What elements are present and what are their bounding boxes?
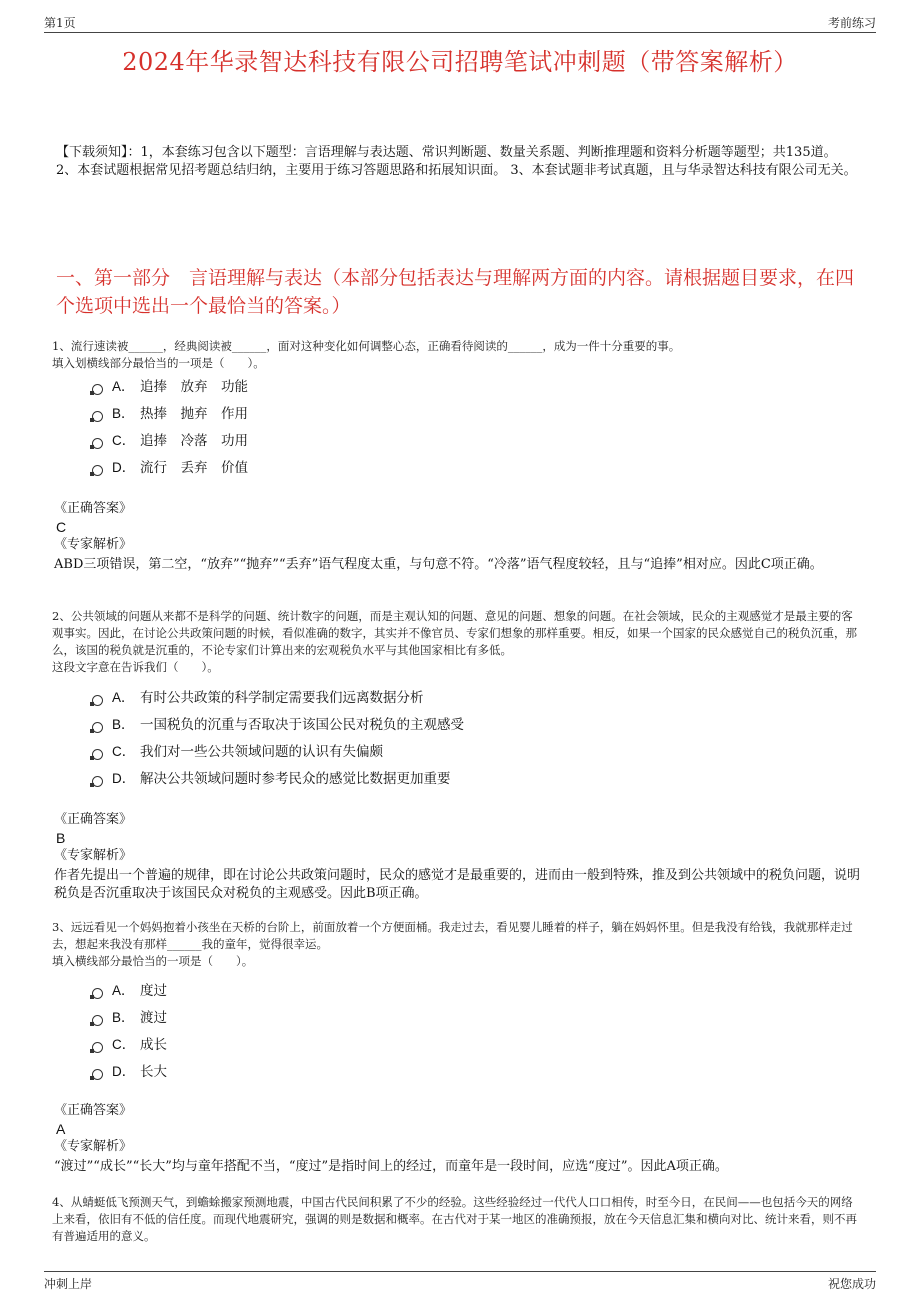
radio-icon[interactable]	[92, 1042, 103, 1053]
download-notice: 【下载须知】：1，本套练习包含以下题型：言语理解与表达题、常识判断题、数量关系题、判断推理题和资料分析题等题型；共135道。 2、本套试题根据常见招考题总结归纳，主要用于练习答题思路和拓展知识面。 3、本套试题非考试真题，且与华录智达科技有限公司无关。	[56, 145, 857, 178]
question-text: 4、从蜻蜓低飞预测天气，到蟾蜍搬家预测地震，中国古代民间积累了不少的经验。这些经验经过一代代人口口相传，时至今日，在民间——也包括今天的网络上来看，依旧有不低的信任度。而现代地震研究，强调的则是数据和概率。在古代对于某一地区的准确预报，放在今天信息汇集和横向对比、统计来看，则不再有普遍适用的意义。	[52, 1195, 857, 1243]
footer-left: 冲刺上岸	[44, 1277, 93, 1291]
radio-icon[interactable]	[92, 384, 103, 395]
document-title: 2024年华录智达科技有限公司招聘笔试冲刺题（带答案解析）	[122, 48, 798, 76]
answer-label: 《正确答案》	[54, 1103, 133, 1118]
answer-value: A	[56, 1121, 66, 1137]
option-a[interactable]: A． 有时公共政策的科学制定需要我们远离数据分析	[92, 684, 464, 711]
analysis-label: 《专家解析》	[54, 1139, 133, 1154]
analysis-label: 《专家解析》	[54, 537, 133, 552]
radio-icon[interactable]	[92, 1069, 103, 1080]
radio-icon[interactable]	[92, 722, 103, 733]
question-text: 3、远远看见一个妈妈抱着小孩坐在天桥的台阶上，前面放着一个方便面桶。我走过去，看见婴儿睡着的样子，躺在妈妈怀里。但是我没有给钱，我就那样走过去，想起来我没有那样______我的童年，觉得很幸运。	[52, 920, 853, 951]
question-stem	[52, 1194, 858, 1245]
answer-value: B	[56, 830, 66, 846]
radio-icon[interactable]	[92, 988, 103, 999]
radio-icon[interactable]	[92, 411, 103, 422]
question-text: 1、流行速读被______，经典阅读被______，面对这种变化如何调整心态，正确看待阅读的______，成为一件十分重要的事。	[52, 339, 681, 353]
page-footer	[44, 1271, 876, 1294]
analysis-text: “渡过”“成长”“长大”均与童年搭配不当，“度过”是指时间上的经过，而童年是一段时间，应选“度过”。因此A项正确。	[54, 1159, 728, 1174]
analysis-label: 《专家解析》	[54, 848, 133, 863]
page-number: 第1页	[44, 16, 76, 30]
answer-label: 《正确答案》	[54, 812, 133, 827]
option-b[interactable]: B． 一国税负的沉重与否取决于该国公民对税负的主观感受	[92, 711, 464, 738]
page-header	[44, 12, 876, 33]
question-prompt: 这段文字意在告诉我们（ ）。	[52, 660, 219, 674]
section-heading: 一、第一部分 言语理解与表达（本部分包括表达与理解两方面的内容。请根据题目要求，在四个选项中选出一个最恰当的答案。）	[56, 267, 855, 317]
option-d[interactable]: D． 流行 丢弃 价值	[92, 454, 248, 481]
radio-icon[interactable]	[92, 438, 103, 449]
option-list	[92, 684, 464, 792]
answer-block	[54, 811, 858, 865]
radio-icon[interactable]	[92, 695, 103, 706]
option-c[interactable]: C． 追捧 冷落 功用	[92, 427, 248, 454]
answer-block	[54, 1102, 858, 1156]
analysis-text: 作者先提出一个普遍的规律，即在讨论公共政策问题时，民众的感觉才是最重要的，进而由一般到特殊，推及到公共领域中的税负问题，说明税负是否沉重取决于该国民众对税负的主观感受。因此B项正确。	[54, 868, 861, 901]
footer-right: 祝您成功	[827, 1277, 876, 1291]
option-b[interactable]: B． 热捧 抛弃 作用	[92, 400, 248, 427]
question-text: 2、公共领域的问题从来都不是科学的问题、统计数字的问题，而是主观认知的问题、意见的问题、想象的问题。在社会领域，民众的主观感觉才是最主要的客观事实。因此，在讨论公共政策问题的时候，看似准确的数字，其实并不像官员、专家们想象的那样重要。相反，如果一个国家的民众感觉自己的税负沉重，那么，该国的税负就是沉重的，不论专家们计算出来的宏观税负水平与其他国家相比有多低。	[52, 609, 857, 657]
option-list	[92, 373, 248, 481]
question-prompt: 填入横线部分最恰当的一项是（ ）。	[52, 954, 254, 968]
option-d[interactable]: D． 长大	[92, 1058, 167, 1085]
answer-value: C	[56, 519, 67, 535]
question-prompt: 填入划横线部分最恰当的一项是（ ）。	[52, 356, 265, 370]
radio-icon[interactable]	[92, 749, 103, 760]
question-stem	[52, 338, 858, 372]
option-c[interactable]: C． 我们对一些公共领域问题的认识有失偏颇	[92, 738, 464, 765]
analysis-text: ABD三项错误，第二空，“放弃”“抛弃”“丢弃”语气程度太重，与句意不符。“冷落”语气程度较轻，且与“追捧”相对应。因此C项正确。	[54, 557, 823, 572]
header-tag: 考前练习	[827, 16, 876, 30]
answer-label: 《正确答案》	[54, 501, 133, 516]
option-d[interactable]: D． 解决公共领域问题时参考民众的感觉比数据更加重要	[92, 765, 464, 792]
question-stem	[52, 608, 858, 676]
option-a[interactable]: A． 追捧 放弃 功能	[92, 373, 248, 400]
answer-block	[54, 500, 858, 554]
option-a[interactable]: A． 度过	[92, 977, 167, 1004]
option-c[interactable]: C． 成长	[92, 1031, 167, 1058]
radio-icon[interactable]	[92, 1015, 103, 1026]
option-b[interactable]: B． 渡过	[92, 1004, 167, 1031]
radio-icon[interactable]	[92, 776, 103, 787]
radio-icon[interactable]	[92, 465, 103, 476]
question-stem	[52, 919, 858, 970]
option-list	[92, 977, 167, 1085]
